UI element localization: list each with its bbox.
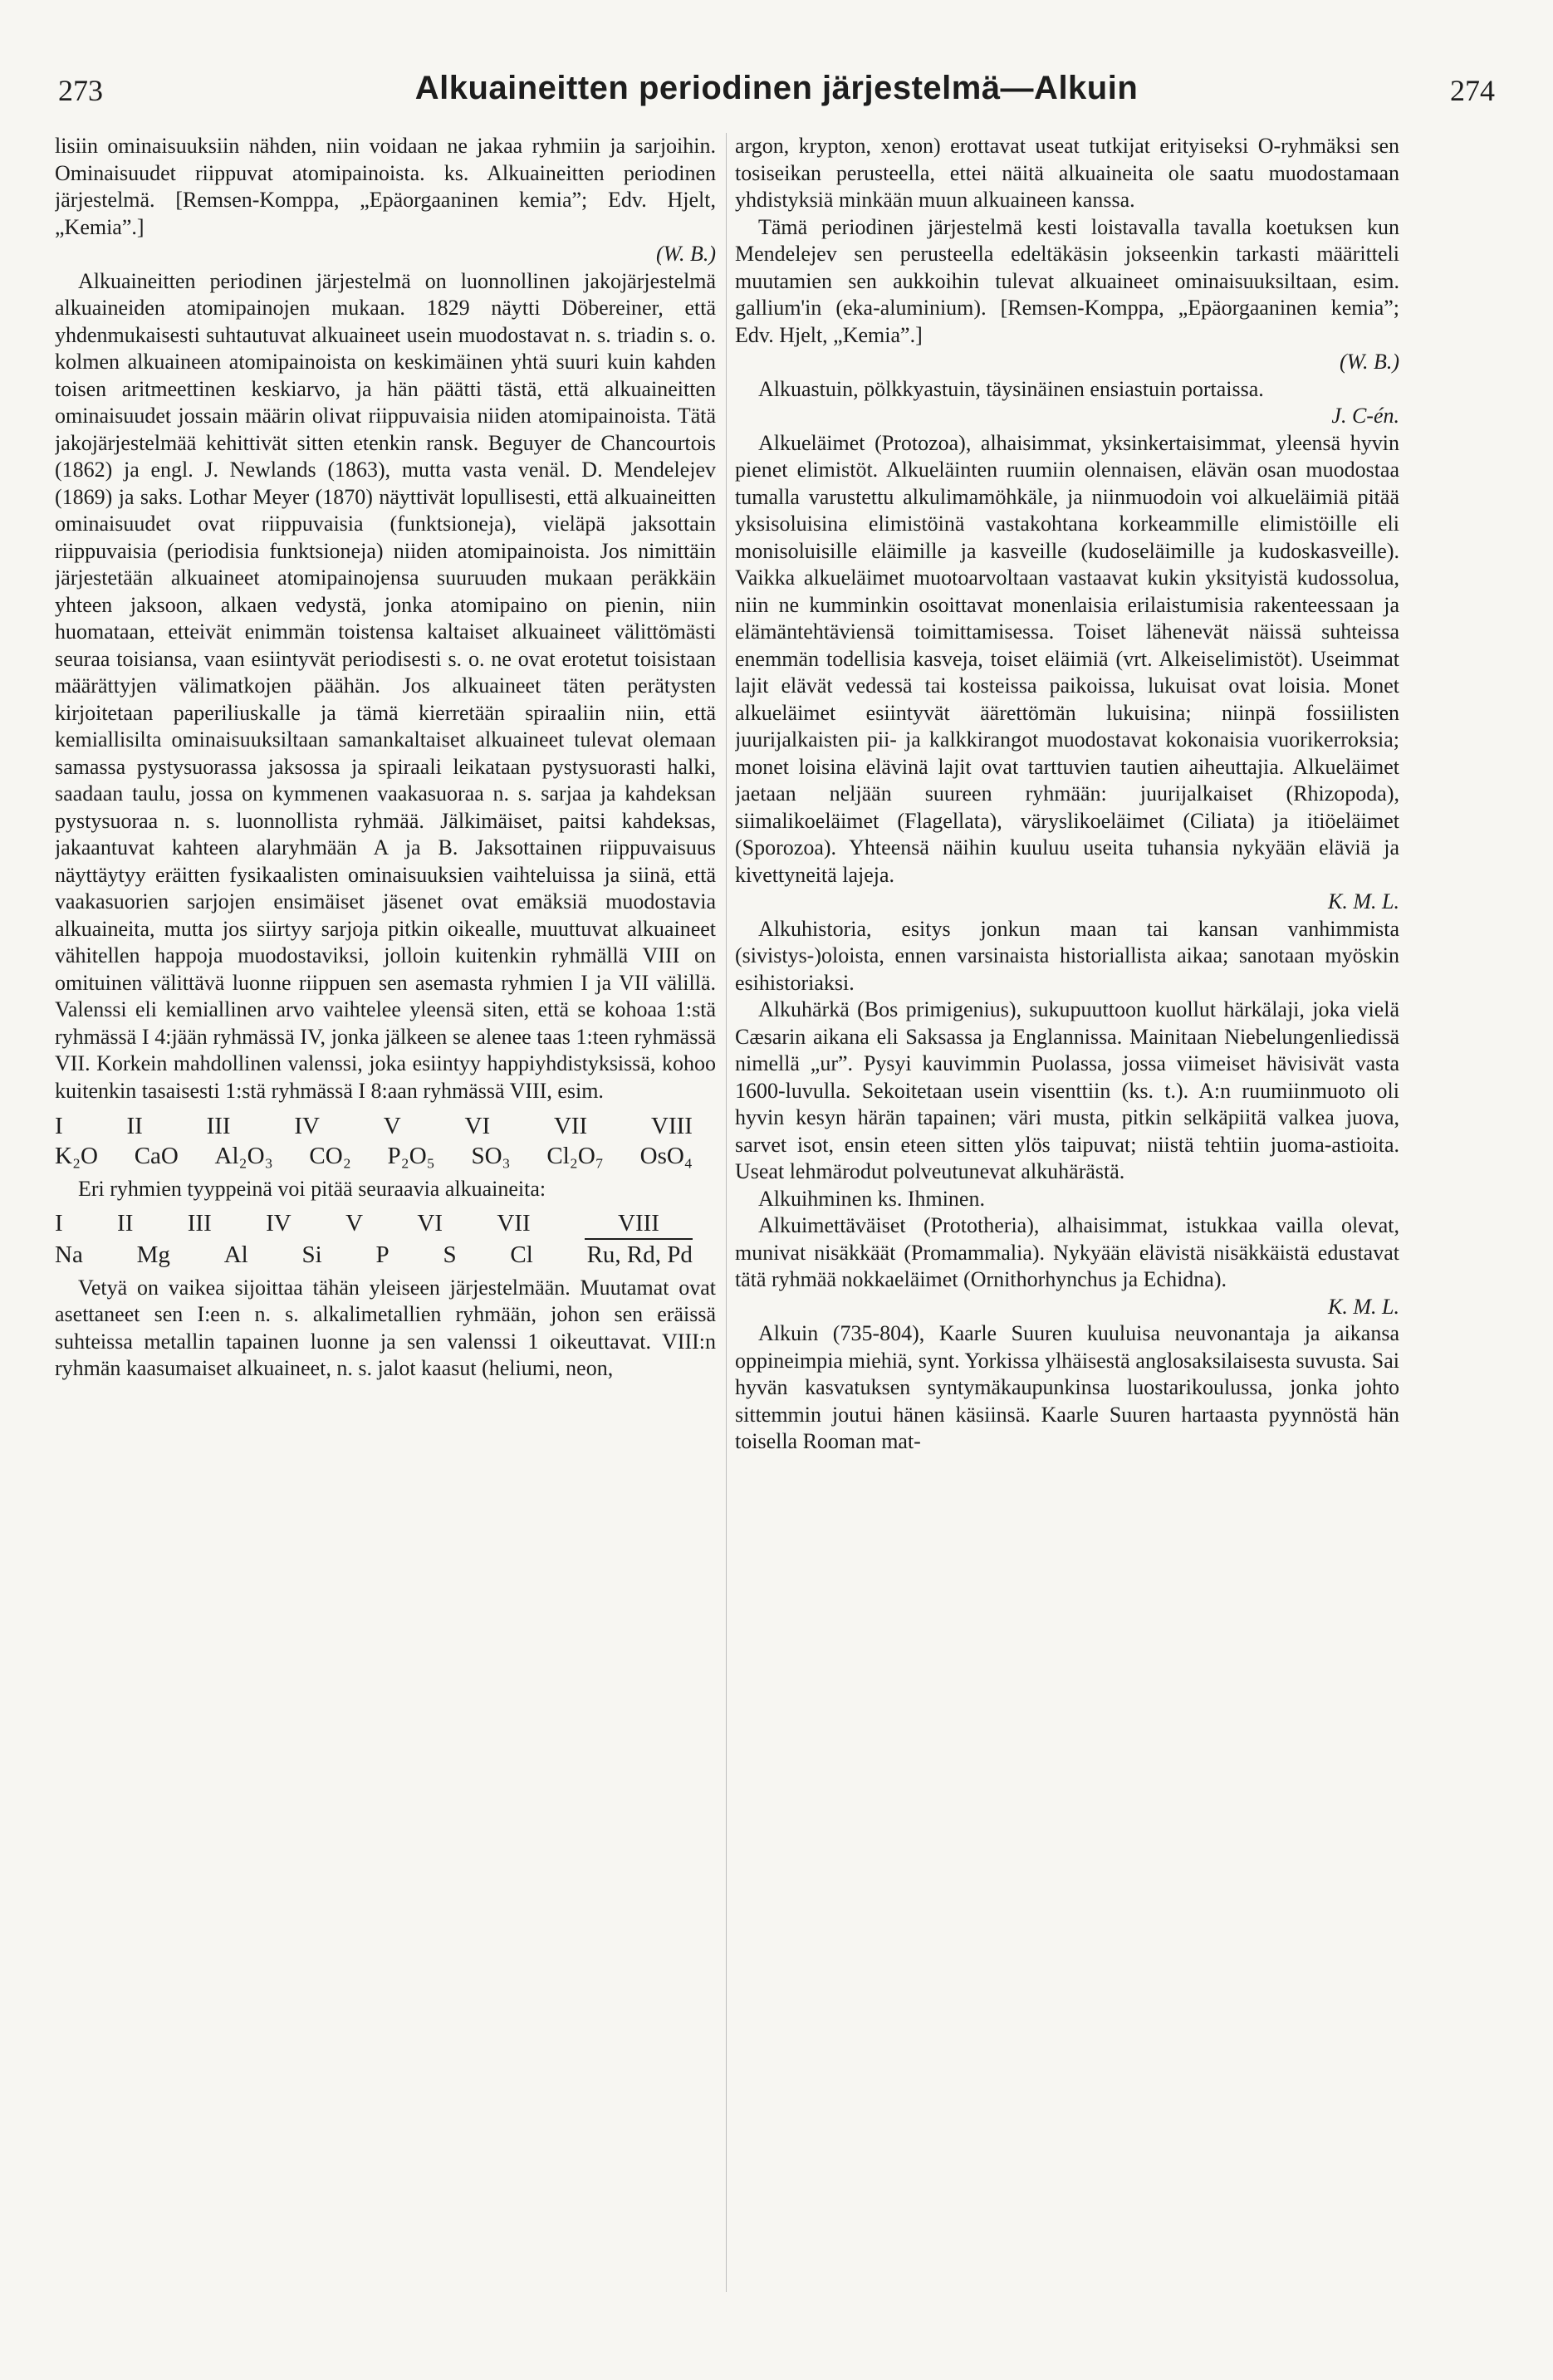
group-label: II [126,1113,143,1139]
oxide-formula: Al₂O₃ [214,1143,273,1169]
group-label: V [345,1209,364,1237]
author-signature: (W. B.) [656,242,716,266]
entry-alkuimettavaiset: Alkuimettäväiset (Prototheria), alhaisimmat, istukkaa vailla olevat, munivat nisäkkäät (Promammalia). Nykyään elävistä nisäkkäistä edustavat tätä ryhmää nokkaeläimet (Ornithorhynchus ja Echidna). [735,1213,1399,1291]
author-signature: K. M. L. [1328,889,1399,913]
oxide-formula: CO₂ [309,1143,351,1169]
page-header [58,70,1495,115]
oxide-formula: OsO₄ [639,1143,693,1169]
running-title: Alkuaineitten periodinen järjestelmä—Alkuin [414,70,1139,106]
entry-alkuelaimet: Alkueläimet (Protozoa), alhaisimmat, yksinkertaisimmat, yleensä hyvin pienet elimistöt. Alkueläinten ruumiin olennaisen, elävän osan muodostaa tumalla varustettu alkulimamöhkäle, ja niinmuodoin voi alkueläimiä pitää yksisoluisina elimistöinä vastakohtana korkeammille elimistöille eli monisoluisille eläimille ja kasveille (kudoseläimille ja kudoskasveille). Vaikka alkueläimet muotoarvoltaan vastaavat kukin yksityistä kudossolua, niin ne kumminkin osoittavat monenlaisia erilaistumisia rakenteessaan ja elämäntehtäviensä toimittamisessa. Toiset lähenevät näissä suhteissa enemmän todellisia kasveja, toiset eläimiä (vrt. Alkeiselimistöt). Useimmat lajit elävät vedessä tai kosteissa paikoissa, lukuisat ovat loisia. Monet alkueläimet esiintyvät äärettömän lukuisina; niinpä fossiilisten juurijalkaisten pii- ja kalkkirangot muodostavat kokonaisia vuorikerroksia; monet loisina elävinä lajit ovat tarttuvien tautien aiheuttajia. Alkueläimet jaetaan neljään suureen ryhmään: juurijalkaiset (Rhizopoda), siimalikoeläimet (Flagellata), väryslikoeläimet (Ciliata) ja itiöeläimet (Sporozoa). Yhteensä näihin kuuluu useita tuhansia nykyään eläviä ja kivettyneitä lajeja. [735,430,1399,887]
element-symbol: Si [301,1241,322,1268]
group-label: VII [553,1113,588,1139]
entry-alkuastuin: Alkuastuin, pölkkyastuin, täysinäinen ensiastuin portaissa. [758,376,1264,401]
paragraph: argon, krypton, xenon) erottavat useat tutkijat erityiseksi O-ryhmäksi sen tosiseikan perusteella, ettei näitä alkuaineita ole saatu muodostamaan yhdistyksiä minkään muun alkuaineen kanssa. [735,134,1399,212]
author-signature: (W. B.) [1340,350,1399,374]
group-label: VIII [585,1208,693,1240]
element-symbol: Al [223,1241,248,1268]
group-label: IV [266,1209,291,1237]
element-symbol: Cl [510,1241,533,1268]
paragraph: Tämä periodinen järjestelmä kesti loistavalla tavalla koetuksen kun Mendelejev sen perusteella edeltäkäsin jokseenkin tarkasti määritteli muutamien sen aukkoihin tulevat alkuaineet ominaisuuksiltaan, esim. gallium'in (eka-aluminium). [Remsen-Komppa, „Epäorgaaninen kemia”; Edv. Hjelt, „Kemia”.] [735,214,1399,347]
group-label: V [383,1113,401,1139]
entry-periodic-system: Alkuaineitten periodinen järjestelmä on luonnollinen jakojärjestelmä alkuaineiden atomipainojen mukaan. 1829 näytti Döbereiner, että yhdenmukaisesti suhtautuvat alkuaineet usein muodostavat n. s. triadin s. o. kolmen alkuaineen atomipainoista on keskimäinen yhtä suuri kuin kahden toisen aritmeettinen keskiarvo, ja hän päätti tästä, että alkuaineitten ominaisuudet jossain määrin olivat riippuvaisia niiden atomipainoista. Tätä jakojärjestelmää kehittivät sitten etenkin ransk. Beguyer de Chancourtois (1862) ja engl. J. Newlands (1863), mutta vasta venäl. D. Mendelejev (1869) ja saks. Lothar Meyer (1870) näyttivät lopullisesti, että alkuaineitten ominaisuudet ovat riippuvaisia (funktsioneja), vieläpä jaksottain riippuvaisia (periodisia funktsioneja) niiden atomipainoista. Jos nimittäin järjestetään alkuaineet atomipainojensa suuruuden mukaan peräkkäin yhteen jaksoon, alkaen vedystä, jonka atomipaino on pienin, niin huomataan, etteivät enimmän toistensa kaltaiset alkuaineet välittömästi seuraa toisiansa, vaan esiintyvät periodisesti s. o. ne ovat erotetut toisistaan määrättyjen välimatkojen päähän. Jos alkuaineet täten perätysten kirjoitetaan paperiliuskalle ja tämä kierretään spiraaliin niin, että kemiallisilta ominaisuuksiltaan samankaltaiset alkuaineet tulevat olemaan samassa pystysuorassa jaksossa ja spiraali leikataan pystysuorasti halki, saadaan taulu, jossa on kymmenen vaakasuoraa n. s. sarjaa ja kahdeksan pystysuoraa n. s. luonnollista ryhmää. Jälkimäiset, paitsi kahdeksas, jakaantuvat kahteen alaryhmään A ja B. Jaksottainen riippuvaisuus näyttäytyy eräitten fysikaalisten ominaisuuksien vaihteluissa ja siinä, että vaakasuorien sarjojen ensimäiset jäsenet ovat emäksiä muodostavia alkuaineita, mutta jos siirtyy sarjoja pitkin oikealle, muuttuvat alkuaineet vähitellen happoja muodostaviksi, jolloin kuitenkin ryhmällä VIII on omituinen välittävä luonne riippuen sen asemasta ryhmien I ja VII välillä. Valenssi eli kemiallinen arvo vaihtelee yleensä siten, että se kohoaa 1:stä ryhmässä I 4:jään ryhmässä IV, jonka jälkeen se alenee taas 1:teen ryhmässä VII. Korkein mahdollinen valenssi, joka esiintyy happiyhdistyksissä, kohoo kuitenkin tasaisesti 1:stä ryhmässä I 8:aan ryhmässä VIII, esim. [55,268,716,1103]
left-column [55,133,716,2325]
right-column [735,133,1399,2325]
entry-alkuin: Alkuin (735-804), Kaarle Suuren kuuluisa neuvonantaja ja aikansa oppineimpia miehiä, synt. Yorkissa ylhäisestä anglosaksilaisesta suvusta. Sai hyvän kasvatuksen syntymäkaupunkinsa luostarikoulussa, jonka johto sittemmin joutui hänen käsiinsä. Kaarle Suuren hartaasta pyynnöstä hän toisella Rooman mat- [735,1321,1399,1453]
group-label: III [206,1113,231,1139]
page-number-left: 273 [58,74,103,107]
element-symbol: Ru, Rd, Pd [586,1241,693,1268]
entry-alkuharka: Alkuhärkä (Bos primigenius), sukupuuttoon kuollut härkälaji, joka vielä Cæsarin aikana eli Saksassa ja Englannissa. Mainitaan Niebelungenliedissä nimellä „ur”. Pysyi kauvimmin Puolassa, jossa viimeiset hävisivät vasta 1600-luvulla. Sekoitetaan usein visenttiin (ks. t.). A:n ruumiinmuoto oli hyvin kesyn härän tapainen; väri musta, pitkin selkäpiitä valkea juova, sarvet isot, ensin eteen sitten ylös taipuvat; niistä tehtiin juoma-astioita. Useat lehmärodut polveutunevat alkuhärästä. [735,997,1399,1183]
page-number-right: 274 [1450,74,1495,107]
oxide-formula: CaO [134,1143,179,1169]
author-signature: K. M. L. [1328,1294,1399,1319]
paragraph: Eri ryhmien tyyppeinä voi pitää seuraavia alkuaineita: [78,1177,546,1201]
table2-elements-row [55,1240,716,1270]
group-label: I [55,1113,63,1139]
column-divider [726,133,727,2292]
table2-groups-row [55,1208,716,1240]
oxide-formula: Cl₂O₇ [546,1143,604,1169]
element-symbol: P [375,1241,389,1268]
element-symbol: Na [55,1241,83,1268]
group-label: I [55,1209,63,1237]
oxide-formula: SO₃ [471,1143,511,1169]
entry-alkuhistoria: Alkuhistoria, esitys jonkun maan tai kansan vanhimmista (sivistys-)oloista, ennen varsinaista historiallista aikaa; sanotaan myöskin esihistoriaksi. [735,916,1399,995]
group-label: VI [464,1113,491,1139]
element-symbol: S [443,1241,457,1268]
group-label: IV [294,1113,320,1139]
group-label: VI [417,1209,443,1237]
table1-oxides-row [55,1141,716,1171]
entry-alkuihminen: Alkuihminen ks. Ihminen. [758,1186,985,1211]
oxide-formula: K₂O [55,1143,98,1169]
element-symbol: Mg [136,1241,170,1268]
paragraph: Vetyä on vaikea sijoittaa tähän yleiseen järjestelmään. Muutamat ovat asettaneet sen I:een n. s. alkalimetallien ryhmään, johon sen eräissä suhteissa metallin tapainen luonne ja sen valenssi 1 oikeuttavat. VIII:n ryhmän kaasumaiset alkuaineet, n. s. jalot kaasut (heliumi, neon, [55,1275,716,1380]
group-label: III [187,1209,212,1237]
group-label: VII [497,1209,531,1237]
group-label: VIII [651,1113,693,1139]
group-label: II [117,1209,134,1237]
author-signature: J. C-én. [1331,404,1399,428]
paragraph: lisiin ominaisuuksiin nähden, niin voidaan ne jakaa ryhmiin ja sarjoihin. Ominaisuudet riippuvat atomipainoista. ks. Alkuaineitten periodinen järjestelmä. [Remsen-Komppa, „Epäorgaaninen kemia”; Edv. Hjelt, „Kemia”.] [55,134,716,239]
table1-groups-row [55,1111,716,1141]
oxide-formula: P₂O₅ [387,1143,435,1169]
